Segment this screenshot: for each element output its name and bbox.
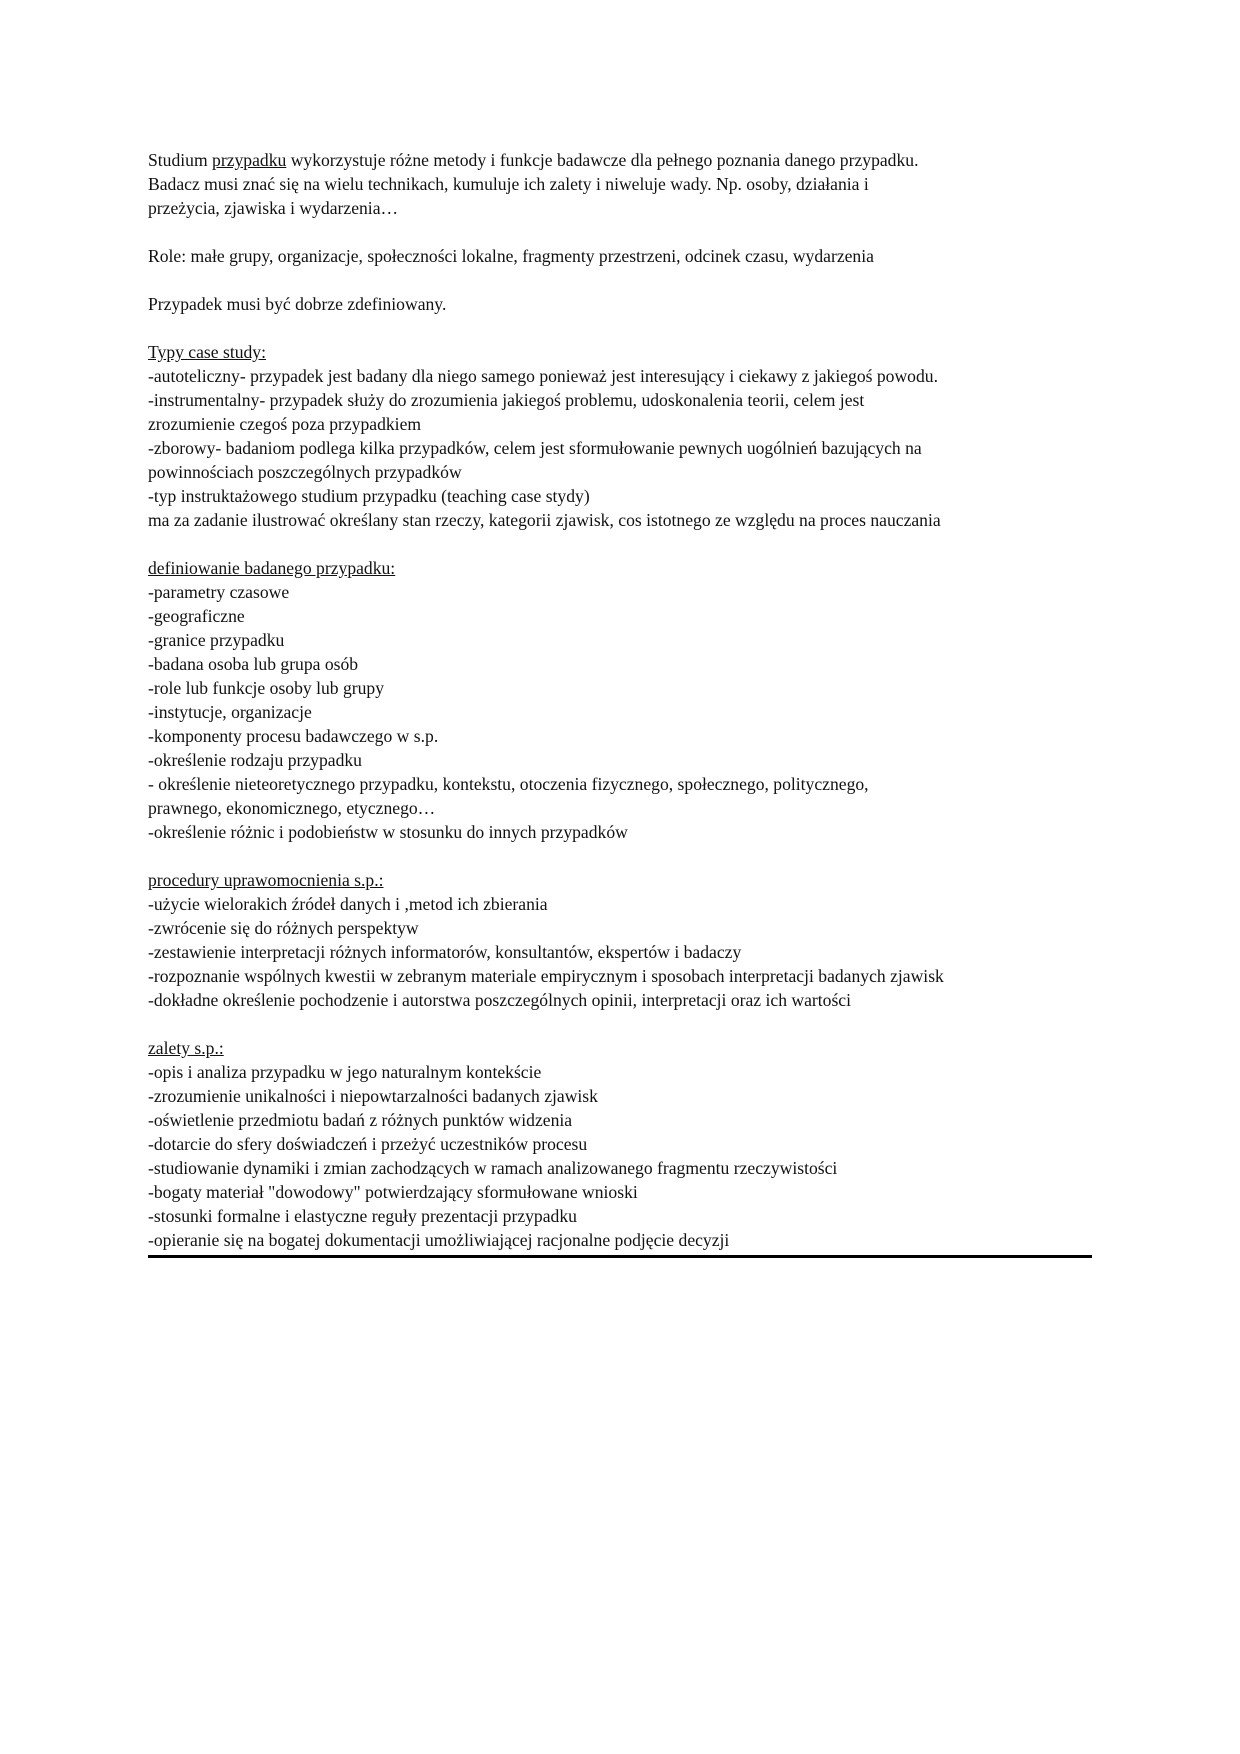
section-heading-advantages: zalety s.p.: — [148, 1038, 224, 1058]
paragraph-gap — [148, 844, 1092, 868]
list-item: -zrozumienie unikalności i niepowtarzalności badanych zjawisk — [148, 1086, 598, 1106]
list-item: -określenie rodzaju przypadku — [148, 750, 362, 770]
defining-list — [148, 580, 1092, 844]
list-item: -role lub funkcje osoby lub grupy — [148, 678, 385, 698]
paragraph-gap — [148, 1012, 1092, 1036]
section-heading-procedures: procedury uprawomocnienia s.p.: — [148, 870, 384, 890]
list-item: -zborowy- badaniom podlega kilka przypadków, celem jest sformułowanie pewnych uogólnień bazujących na — [148, 438, 922, 458]
list-item: -studiowanie dynamiki i zmian zachodzących w ramach analizowanego fragmentu rzeczywistości — [148, 1158, 838, 1178]
list-item: -dotarcie do sfery doświadczeń i przeżyć uczestników procesu — [148, 1134, 588, 1154]
list-item: -badana osoba lub grupa osób — [148, 654, 359, 674]
list-item: -opieranie się na bogatej dokumentacji umożliwiającej racjonalne podjęcie decyzji — [148, 1230, 730, 1250]
paragraph-gap — [148, 220, 1092, 244]
list-item: -komponenty procesu badawczego w s.p. — [148, 726, 439, 746]
intro-line-1 — [148, 148, 1092, 172]
list-item: -oświetlenie przedmiotu badań z różnych punktów widzenia — [148, 1110, 573, 1130]
list-item: zrozumienie czegoś poza przypadkiem — [148, 414, 422, 434]
section-heading-types: Typy case study: — [148, 342, 266, 362]
list-item: - określenie nieteoretycznego przypadku, kontekstu, otoczenia fizycznego, społecznego, politycznego, — [148, 774, 869, 794]
list-item: -instrumentalny- przypadek służy do zrozumienia jakiegoś problemu, udoskonalenia teorii, celem jest — [148, 390, 865, 410]
list-item: ma za zadanie ilustrować określany stan rzeczy, kategorii zjawisk, cos istotnego ze względu na proces nauczania — [148, 510, 941, 530]
list-item: -stosunki formalne i elastyczne reguły prezentacji przypadku — [148, 1206, 577, 1226]
list-item: -granice przypadku — [148, 630, 285, 650]
list-item: -dokładne określenie pochodzenie i autorstwa poszczególnych opinii, interpretacji oraz ich wartości — [148, 990, 851, 1010]
list-item: -geograficzne — [148, 606, 245, 626]
document-page — [148, 148, 1092, 1252]
list-item: -opis i analiza przypadku w jego naturalnym kontekście — [148, 1062, 542, 1082]
role-line: Role: małe grupy, organizacje, społeczności lokalne, fragmenty przestrzeni, odcinek czasu, wydarzenia — [148, 246, 874, 266]
list-item: -bogaty materiał "dowodowy" potwierdzający sformułowane wnioski — [148, 1182, 638, 1202]
list-item: -użycie wielorakich źródeł danych i ,metod ich zbierania — [148, 894, 548, 914]
list-item: -instytucje, organizacje — [148, 702, 312, 722]
intro-line-3: przeżycia, zjawiska i wydarzenia… — [148, 198, 399, 218]
horizontal-rule — [148, 1255, 1092, 1258]
list-item: -zestawienie interpretacji różnych informatorów, konsultantów, ekspertów i badaczy — [148, 942, 742, 962]
list-item: -typ instruktażowego studium przypadku (teaching case stydy) — [148, 486, 590, 506]
list-item: prawnego, ekonomicznego, etycznego… — [148, 798, 436, 818]
list-item: -określenie różnic i podobieństw w stosunku do innych przypadków — [148, 822, 628, 842]
underlined-word: przypadku — [212, 150, 287, 170]
paragraph-gap — [148, 268, 1092, 292]
intro-text: Studium — [148, 150, 213, 170]
advantages-list — [148, 1060, 1092, 1252]
definition-line: Przypadek musi być dobrze zdefiniowany. — [148, 294, 447, 314]
intro-line-2: Badacz musi znać się na wielu technikach, kumuluje ich zalety i niweluje wady. Np. osoby, działania i — [148, 174, 869, 194]
paragraph-gap — [148, 316, 1092, 340]
list-item: -rozpoznanie wspólnych kwestii w zebranym materiale empirycznym i sposobach interpretacji badanych zjawisk — [148, 966, 944, 986]
types-list — [148, 364, 1092, 532]
list-item: -parametry czasowe — [148, 582, 290, 602]
procedures-list — [148, 892, 1092, 1012]
paragraph-gap — [148, 532, 1092, 556]
section-heading-defining: definiowanie badanego przypadku: — [148, 558, 396, 578]
intro-text: wykorzystuje różne metody i funkcje badawcze dla pełnego poznania danego przypadku. — [286, 150, 919, 170]
list-item: -zwrócenie się do różnych perspektyw — [148, 918, 419, 938]
list-item: -autoteliczny- przypadek jest badany dla niego samego ponieważ jest interesujący i ciekawy z jakiegoś powodu. — [148, 366, 938, 386]
list-item: powinnościach poszczególnych przypadków — [148, 462, 462, 482]
